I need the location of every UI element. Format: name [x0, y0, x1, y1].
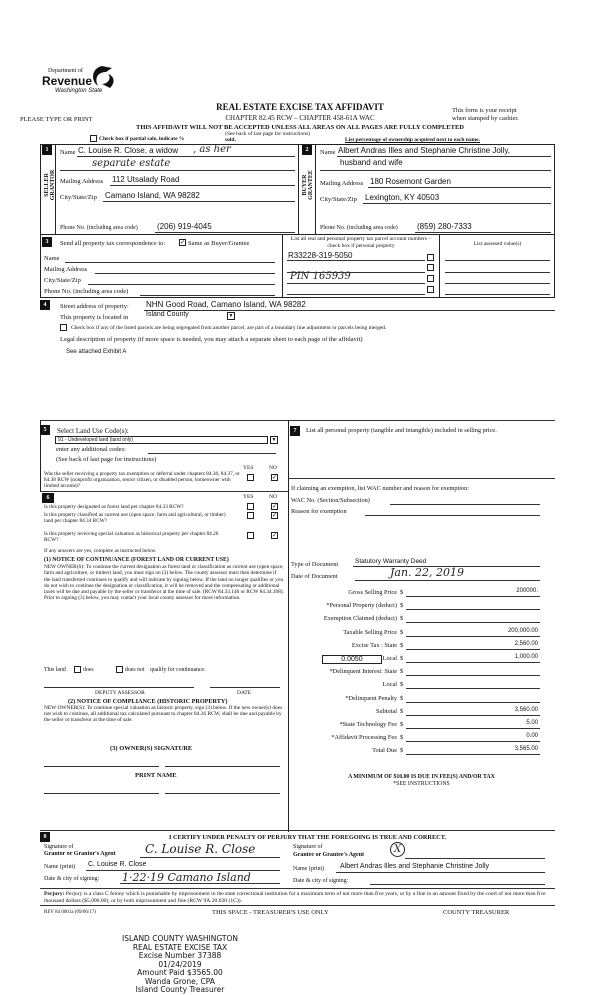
wac-input[interactable] [390, 504, 540, 505]
tax-row-line [406, 596, 540, 597]
buyer-city[interactable]: Lexington, KY 40503 [365, 193, 440, 202]
tax-row-label: Local [382, 655, 397, 662]
reason-label: Reason for exemption [291, 508, 347, 515]
treasurer-stamp [100, 935, 260, 995]
logo-swoosh-icon [88, 64, 116, 90]
doc-date-label: Date of Document [291, 573, 338, 580]
does-not-label: does not [125, 667, 145, 673]
qualify-label: qualify for continuance. [150, 667, 206, 673]
currency-symbol: $ [400, 721, 404, 728]
currency-symbol: $ [400, 615, 404, 623]
street-address[interactable]: NHN Good Road, Camano Island, WA 98282 [146, 300, 306, 309]
seller-phone[interactable]: (206) 919-4045 [157, 222, 212, 231]
print-name-label: PRINT NAME [135, 772, 177, 779]
assessed-header: List assessed value(s) [473, 241, 522, 247]
date-label: DATE [237, 690, 252, 696]
corr-name-label: Name [44, 255, 60, 262]
tax-row-label: *Delinquent Interest: State [329, 668, 397, 676]
currency-symbol: $ [400, 668, 404, 676]
notice-continuance-title: (1) NOTICE OF CONTINUANCE (FOREST LAND OR CURRENT USE) [44, 557, 229, 563]
section-number-7: 7 [290, 426, 300, 436]
receipt-note-1: This form is your receipt [452, 107, 517, 114]
see-back: (See back of last page for instructions) [225, 131, 310, 137]
corr-address-label: Mailing Address [44, 266, 88, 273]
section-number-3: 3 [42, 237, 52, 247]
parcel-number-1[interactable]: R33228-319-5050 [288, 251, 353, 260]
seller-city-label: City/State/Zip [60, 194, 97, 201]
grantor-date-city[interactable]: 1·22·19 Camano Island [122, 871, 251, 884]
currency-symbol: $ [400, 747, 404, 755]
grantor-name-label: Name (print) [44, 864, 76, 870]
tax-row-line [406, 741, 540, 742]
logo-line3: Washington State [55, 88, 103, 94]
stamp-line: Island County Treasurer [135, 985, 225, 994]
stamp-line: REAL ESTATE EXCISE TAX [132, 942, 228, 952]
land-use-select[interactable]: 91 - Undeveloped land (land only) [55, 436, 268, 444]
parcel-header: List all real and personal property tax parcel account numbers – check box if personal property [290, 236, 432, 249]
tax-row-value[interactable]: 5.00 [526, 720, 538, 726]
does-label: does [83, 667, 94, 673]
corr-city-label: City/State/Zip [44, 277, 81, 284]
corr-phone-label: Phone No. (including area code) [44, 288, 129, 295]
tax-row-line [406, 649, 540, 650]
tax-row-line [406, 702, 540, 703]
grantee-name[interactable]: Albert Andras Illes and Stephanie Christine Jolly [340, 863, 490, 870]
grantee-date-input[interactable] [370, 884, 545, 885]
historic-no-checkbox[interactable]: ✓ [272, 533, 278, 539]
county-treasurer-label: COUNTY TREASURER [443, 909, 510, 916]
perjury-notice [44, 891, 554, 905]
buyer-phone[interactable]: (859) 280-7333 [417, 222, 472, 231]
segregated-checkbox[interactable] [60, 324, 67, 331]
reason-input[interactable] [365, 515, 540, 516]
seller-name-handwritten: , as her [193, 144, 231, 155]
tax-row-label: Local [382, 681, 397, 689]
seller-phone-label: Phone No. (including area code) [60, 225, 138, 231]
exemption-claim-label: If claiming an exemption, list WAC number and reason for exemption: [291, 485, 470, 492]
forest-yes-checkbox[interactable] [247, 503, 254, 510]
additional-codes-input[interactable] [148, 453, 276, 454]
historic-question: Is this property receiving special valuation as historical property per chapter 84.26 RCW? [44, 531, 219, 543]
owner-signature-label: (3) OWNER(S) SIGNATURE [110, 745, 193, 752]
legal-description-label: Legal description of property (if more space is needed, you may attach a separate sheet to each page of the affidavit) [60, 336, 363, 343]
historic-yes-checkbox[interactable] [247, 532, 254, 539]
grantor-signature[interactable]: C. Louise R. Close [145, 842, 256, 856]
notice-compliance-title: (2) NOTICE OF COMPLIANCE (HISTORIC PROPERTY) [68, 698, 228, 705]
currency-symbol: $ [400, 628, 404, 636]
seller-name-handwritten-2: separate estate [92, 158, 171, 169]
tax-row-line [406, 662, 540, 663]
tax-row-label: Gross Selling Price [348, 589, 397, 596]
buyer-phone-label: Phone No. (including area code) [320, 225, 398, 231]
yes-header: YES [243, 465, 254, 471]
tax-row-value[interactable]: 3,560.00 [514, 706, 538, 713]
stamp-line: ISLAND COUNTY WASHINGTON [121, 934, 238, 943]
tax-row-value[interactable]: 200000. [516, 588, 538, 594]
legal-description[interactable]: See attached Exhibit A [66, 349, 127, 355]
forest-land-question: Is this property designated as forest land per chapter 84.33 RCW? [44, 504, 184, 510]
perjury-text: Perjury is a class C felony which is punishable by imprisonment in the state correctional institution for a maximum term of not more than five years, or by a fine in an amount fixed by the court of not more than five thousand dollars ($5,000.00), or by both imprisonment and fine (RCW 9A.20.020 (1C)). [44, 891, 546, 904]
section-number-6: 6 [42, 493, 54, 503]
currency-symbol: $ [400, 681, 404, 689]
wac-label: WAC No. (Section/Subsection) [291, 497, 370, 504]
land-use-label: Select Land Use Code(s): [57, 427, 129, 435]
county-select[interactable]: Island County [146, 311, 189, 318]
grantor-date-label: Date & city of signing: [44, 876, 100, 882]
seller-grantor-label: SELLER GRANTOR [44, 169, 56, 201]
buyer-name-label: Name [320, 149, 336, 156]
sig-of-label: Signature of [44, 844, 74, 850]
section-number-2: 2 [302, 145, 312, 155]
stamp-line: 01/24/2019 [158, 959, 202, 969]
tax-row-line [406, 636, 540, 637]
section-number-1: 1 [42, 145, 52, 155]
section-number-5: 5 [40, 425, 50, 435]
located-in-label: This property is located in [60, 314, 129, 321]
partial-sale-label: Check box if partial sale, indicate % [99, 136, 185, 142]
personal-property-checkbox-2[interactable] [427, 264, 434, 271]
seller-city[interactable]: Camano Island, WA 98282 [105, 191, 200, 200]
grantee-agent-label: Grantee or Grantee's Agent [293, 852, 365, 858]
tax-row-label: *Affidavit Processing Fee [331, 734, 397, 742]
deputy-assessor-label: DEPUTY ASSESSOR [95, 690, 145, 696]
tax-row-label: *Personal Property (deduct) [326, 602, 397, 610]
tax-row-line [406, 688, 540, 689]
tax-row-line [406, 675, 540, 676]
sig-of-label-2: Signature of [293, 844, 323, 850]
tax-row-label: Total Due [372, 747, 397, 755]
warning: THIS AFFIDAVIT WILL NOT BE ACCEPTED UNLESS ALL AREAS ON ALL PAGES ARE FULLY COMPLETED [136, 124, 464, 131]
tax-row-line [406, 609, 540, 610]
send-correspondence-label: Send all property tax correspondence to: [60, 240, 166, 247]
perjury-label: Perjury: [44, 891, 65, 897]
exemption-yes-checkbox[interactable] [247, 474, 254, 481]
seller-name[interactable]: C. Louise R. Close, a widow [78, 146, 179, 155]
tax-row-label: Subtotal [376, 707, 397, 715]
currency-symbol: $ [400, 655, 404, 662]
does-not-checkbox[interactable] [116, 666, 123, 673]
please-type: PLEASE TYPE OR PRINT [20, 116, 93, 123]
currency-symbol: $ [400, 694, 404, 702]
personal-property-label: List all personal property (tangible and intangible) included in selling price. [306, 427, 497, 434]
seller-name-label: Name [60, 149, 76, 156]
tax-row-line [406, 622, 540, 623]
street-address-label: Street address of property: [60, 303, 129, 310]
tax-row-label: Taxable Selling Price [343, 628, 397, 636]
does-checkbox[interactable] [74, 666, 81, 673]
buyer-city-label: City/State/Zip [320, 196, 357, 203]
grantor-agent-label: Grantor or Grantor's Agent [44, 851, 116, 857]
exemption-no-checkbox[interactable]: ✓ [272, 475, 278, 481]
stamp-line: Wanda Grone, CPA [145, 976, 215, 986]
currency-symbol: $ [400, 734, 404, 742]
tax-row-value[interactable]: 0.00 [526, 733, 538, 740]
no-header: NO [269, 465, 277, 471]
certify-statement: I CERTIFY UNDER PENALTY OF PERJURY THAT THE FOREGOING IS TRUE AND CORRECT. [168, 834, 447, 841]
personal-property-checkbox-1[interactable] [427, 254, 434, 261]
additional-codes-label: enter any additional codes: [56, 446, 126, 453]
parcel-number-3[interactable]: PIN 165939 [290, 271, 351, 282]
notice-continuance-text: NEW OWNER(S): To continue the current designation as forest land or classification as current use (open space, farm and agriculture, or timber) land, you must sign on (3) below. The county assessor must then determine if the land transferred continues to qualify and will indicate by signing below. If the land no longer qualifies or you do not wish to continue the designation or classification, it will be removed and the compensating or additional taxes will be due and payable by the seller or transferor at the time of sale. (RCW 84.33.140 or RCW 84.34.108). Prior to signing (3) below, you may contact your local county assessor for more information. [44, 564, 284, 602]
buyer-address-label: Mailing Address [320, 180, 364, 187]
tax-row-line [406, 715, 540, 716]
personal-property-checkbox-3[interactable] [427, 275, 434, 282]
see-instructions: *SEE INSTRUCTIONS [393, 781, 450, 787]
same-as-buyer-checkbox[interactable]: ✓ [180, 240, 186, 246]
current-use-yes-checkbox[interactable] [247, 512, 254, 519]
forest-no-checkbox[interactable]: ✓ [272, 504, 278, 510]
tax-row-value[interactable]: 3,565.00 [514, 746, 538, 753]
exemption-question: Was the seller receiving a property tax exemption or deferral under chapters 84.36, 84.37, or 84.38 RCW (nonprofit organization, senior citizen, or disabled person, homeowner with limited income)? [44, 471, 240, 489]
sold-label: sold. [225, 137, 236, 143]
doc-type[interactable]: Statutory Warranty Deed [355, 558, 427, 565]
notice-compliance-text: NEW OWNER(S): To continue special valuation as historic property, sign (3) below. If the new owner(s) does not wish to continue, all additional tax calculated pursuant to chapter 84.26 RCW, shall be due and payable by the seller or transferor at the time of sale. [44, 705, 283, 723]
no-header-6: NO [269, 494, 277, 500]
yes-header-6: YES [243, 494, 254, 500]
partial-sale-checkbox[interactable] [90, 135, 97, 142]
seller-address[interactable]: 112 Utsalady Road [112, 175, 180, 184]
section-number-4: 4 [40, 300, 50, 310]
seller-address-label: Mailing Address [60, 178, 104, 185]
section-number-8: 8 [40, 832, 50, 842]
tax-row-label: *State Technology Fee [339, 721, 397, 728]
grantee-date-label: Date & city of signing: [293, 878, 349, 884]
county-dropdown-icon[interactable]: ▼ [228, 314, 234, 319]
tax-row-value[interactable]: 2,560.00 [514, 640, 538, 647]
land-use-dropdown-icon[interactable]: ▼ [271, 438, 277, 443]
tax-row-label: *Delinquent Penalty [345, 694, 397, 702]
tax-row-label: Excise Tax : State [351, 641, 397, 649]
segregated-label: Check box if any of the listed parcels are being segregated from another parcel, are part of a boundary line adjustment or parcels being merged. [71, 325, 387, 331]
buyer-name-2[interactable]: husband and wife [340, 158, 403, 167]
buyer-address[interactable]: 180 Rosemont Garden [370, 177, 451, 186]
tax-row-value[interactable]: 200,000.00 [507, 627, 538, 634]
current-use-question: Is this property classified as current use (open space, farm and agricultural, or timber) land per chapter 84.34 RCW? [44, 512, 226, 524]
currency-symbol: $ [400, 602, 404, 610]
current-use-no-checkbox[interactable]: ✓ [272, 513, 278, 519]
chapter-ref: CHAPTER 82.45 RCW – CHAPTER 458-61A WAC [225, 114, 375, 122]
buyer-name[interactable]: Albert Andras Illes and Stephanie Christine Jolly, [338, 146, 510, 155]
if-yes-note: If any answers are yes, complete as instructed below. [44, 548, 157, 554]
receipt-note-2: when stamped by cashier. [452, 115, 519, 122]
stamp-line: Excise Number 37388 [138, 951, 222, 960]
see-back-5: (See back of last page for instructions) [56, 456, 157, 463]
currency-symbol: $ [400, 641, 404, 649]
treasurer-use-label: THIS SPACE - TREASURER'S USE ONLY [212, 909, 329, 916]
tax-row-line [406, 728, 540, 729]
doc-type-label: Type of Document [291, 561, 339, 568]
form-revision: REV 84 0001a (09/06/17) [44, 910, 96, 915]
grantee-name-label: Name (print) [293, 866, 325, 872]
tax-row-line [406, 754, 540, 755]
form-title: REAL ESTATE EXCISE TAX AFFIDAVIT [216, 102, 384, 112]
logo-line1: Department of [48, 68, 83, 74]
tax-row-value[interactable]: 1,000.00 [514, 654, 538, 660]
buyer-grantee-label: BUYER GRANTEE [302, 170, 314, 200]
personal-property-checkbox-4[interactable] [427, 286, 434, 293]
this-land-label: This land [44, 667, 66, 673]
grantor-name[interactable]: C. Louise R. Close [88, 861, 147, 868]
doc-date[interactable]: Jan. 22, 2019 [390, 566, 465, 579]
list-pct: List percentage of ownership acquired next to each name. [345, 137, 480, 143]
same-as-buyer-label: Same as Buyer/Grantee [188, 240, 250, 247]
local-rate-box[interactable]: 0.0050 [322, 655, 382, 664]
currency-symbol: $ [400, 707, 404, 715]
logo-line2: Revenue [42, 74, 93, 88]
grantee-signature[interactable]: X [390, 842, 405, 857]
tax-row-label: Exemption Claimed (deduct) [323, 615, 397, 623]
stamp-line: Amount Paid $3565.00 [137, 968, 223, 977]
minimum-due-note: A MINIMUM OF $10.00 IS DUE IN FEE(S) AND/OR TAX [348, 774, 495, 780]
currency-symbol: $ [400, 589, 404, 596]
column-divider [288, 420, 289, 832]
